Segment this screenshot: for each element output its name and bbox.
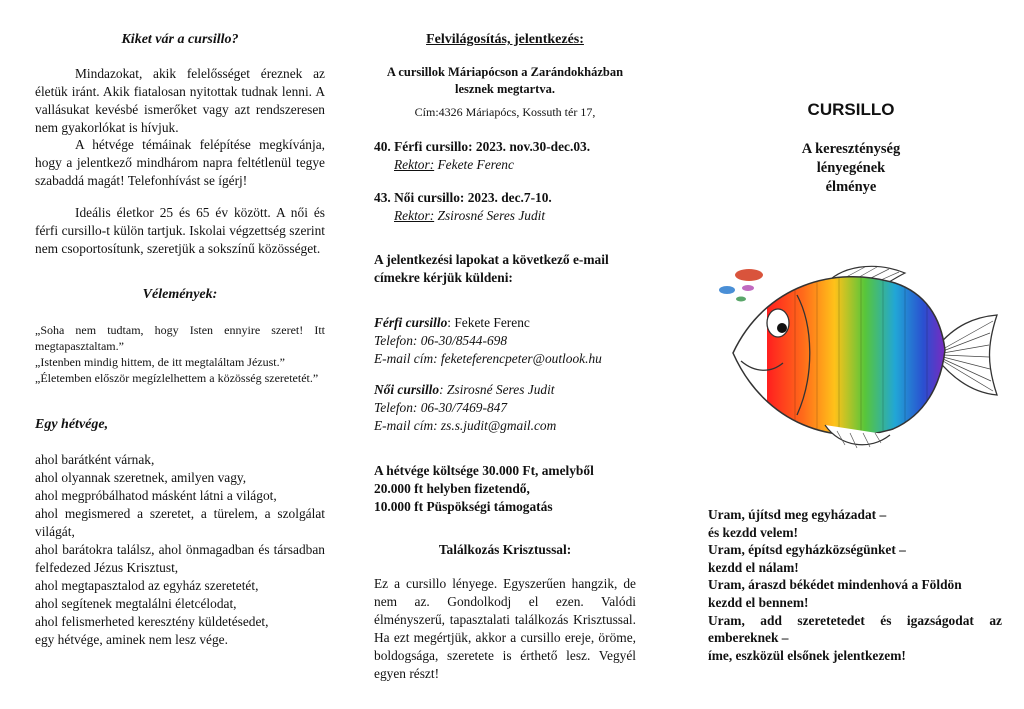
list-item: ahol segítenek megtalálni életcélodat, (35, 596, 237, 611)
section-heading-who: Kiket vár a cursillo? (121, 32, 239, 47)
event-men-rector: Rektor: Fekete Ferenc (394, 157, 514, 172)
list-item: ahol felismerheted keresztény küldetésedet, (35, 614, 269, 629)
section-heading-info: Felvilágosítás, jelentkezés: (426, 32, 584, 47)
email-men: E-mail cím: feketeferencpeter@outlook.hu (374, 351, 602, 366)
paragraph-who: Mindazokat, akik felelősséget éreznek az életük iránt. Akik fiatalosan nyitottak tudnak lenni. A vallásukat kevésbé ismerőket vagy azt rendszeresen nem gyakorlókat is hívjuk. (35, 66, 325, 135)
paragraph-meeting: Ez a cursillo lényege. Egyszerűen hangzik, de nem az. Gondolkodj el ezen. Valódi élményszerű, tapasztalati találkozás Krisztussal. Ha ezt megértjük, akkor a cursillo ereje, öröme, boldogsága, szeretete is érthető lesz. Vegyél egyen részt! (374, 576, 636, 681)
bubble-icon (736, 297, 746, 302)
quote-1: „Soha nem tudtam, hogy Isten ennyire szeret! Itt megtapasztaltam.” (35, 323, 325, 353)
section-heading-meeting: Találkozás Krisztussal: (438, 542, 572, 557)
brochure-title: CURSILLO (807, 100, 895, 119)
contact-men: Férfi cursillo: Fekete Ferenc Telefon: 06-30/8544-698 E-mail cím: feketeferencpeter@outlook.hu (374, 314, 636, 368)
rainbow-fish-icon (705, 255, 1005, 455)
quote-3: „Életemben először megízlelhettem a közösség szeretetét.” (35, 371, 319, 385)
list-item: ahol megpróbálhatod másként látni a világot, (35, 488, 277, 503)
section-heading-weekend: Egy hétvége, (35, 417, 109, 432)
list-item: ahol barátokra találsz, ahol önmagadban és társadban felfedezed Jézus Krisztust, (35, 542, 325, 575)
address-text: Cím:4326 Máriapócs, Kossuth tér 17, (414, 105, 596, 119)
contact-women: Női cursillo: Zsirosné Seres Judit Telefon: 06-30/7469-847 E-mail cím: zs.s.judit@gmail.com (374, 381, 636, 435)
event-women-rector: Rektor: Zsirosné Seres Judit (394, 208, 546, 223)
paragraph-weekend: A hétvége témáinak felépítése megkívánja, hogy a jelentkező mindhárom napra feltétlenül tegye szabaddá magát! Telefonhívást se ígérj! (35, 137, 325, 188)
bubble-icon (742, 285, 754, 291)
quote-2: „Istenben mindig hittem, de itt megtaláltam Jézust.” (35, 355, 285, 369)
prayer-text: Uram, újítsd meg egyházadat – és kezdd velem! Uram, építsd egyházközségünket – kezdd el nálam! Uram, áraszd békédet mindenhová a Földön kezdd el bennem! Uram, add szeretetedet és igazságodat az embereknek – íme, eszközül elsőnek jelentkezem! (708, 507, 1002, 663)
location-text: A cursillok Máriapócson a Zarándokházban lesznek megtartva. (386, 65, 624, 96)
email-women: E-mail cím: zs.s.judit@gmail.com (374, 418, 557, 433)
weekend-list (35, 451, 325, 649)
brochure-subtitle: A kereszténység lényegének élménye (801, 141, 901, 195)
paragraph-age: Ideális életkor 25 és 65 év között. A női és férfi cursillo-t külön tartjuk. Iskolai végzettség szerint nem csoportosítunk, szeretjük a sokszínű közösséget. (35, 205, 325, 256)
bubble-icon (735, 269, 763, 281)
list-item: egy hétvége, aminek nem lesz vége. (35, 632, 228, 647)
list-item: ahol barátként várnak, (35, 452, 155, 467)
event-women-title: 43. Női cursillo: 2023. dec.7-10. (374, 190, 552, 205)
apply-instructions: A jelentkezési lapokat a következő e-mail címekre kérjük küldeni: (374, 252, 609, 285)
list-item: ahol megtapasztalod az egyház szeretetét, (35, 578, 259, 593)
bubble-icon (719, 286, 735, 294)
list-item: ahol olyannak szeretnek, amilyen vagy, (35, 470, 247, 485)
event-men-title: 40. Férfi cursillo: 2023. nov.30-dec.03. (374, 139, 591, 154)
eye-icon (767, 309, 789, 337)
list-item: ahol megismered a szeretet, a türelem, a szolgálat világát, (35, 506, 325, 539)
cost-info: A hétvége költsége 30.000 Ft, amelyből 20.000 ft helyben fizetendő, 10.000 ft Püspökségi támogatás (374, 463, 594, 514)
section-heading-opinions: Vélemények: (142, 287, 218, 302)
